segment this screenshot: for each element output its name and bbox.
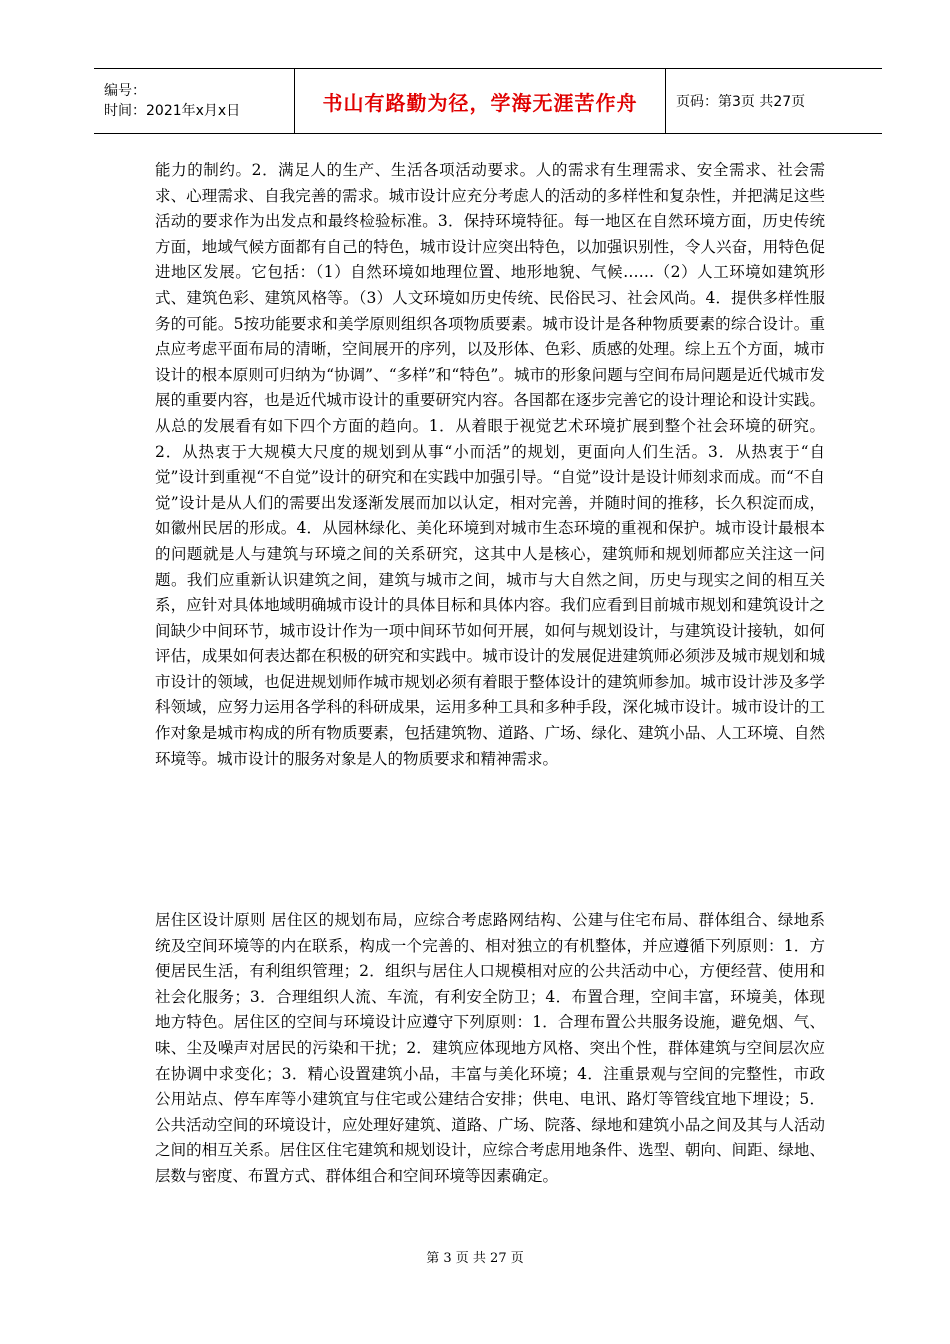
header-motto: 书山有路勤为径，学海无涯苦作舟 <box>322 90 638 115</box>
page-footer: 第 3 页 共 27 页 <box>426 1251 524 1266</box>
page-header <box>94 68 882 134</box>
header-page-cell <box>666 69 882 133</box>
document-number-label: 编号： <box>104 83 146 99</box>
document-time-label: 时间：2021年x月x日 <box>104 103 241 119</box>
body-paragraph-residential-design: 居住区设计原则 居住区的规划布局，应综合考虑路网结构、公建与住宅布局、群体组合、绿地系统及空间环境等的内在联系，构成一个完善的、相对独立的有机整体，并应遵循下列原则：1．方便居民生活，有利组织管理；2．组织与居住人口规模相对应的公共活动中心，方便经营、使用和社会化服务；3．合理组织人流、车流，有利安全防卫；4．布置合理，空间丰富，环境美，体现地方特色。居住区的空间与环境设计应遵守下列原则：1．合理布置公共服务设施，避免烟、气、味、尘及噪声对居民的污染和干扰；2．建筑应体现地方风格、突出个性，群体建筑与空间层次应在协调中求变化；3．精心设置建筑小品，丰富与美化环境；4．注重景观与空间的完整性，市政公用站点、停车库等小建筑宜与住宅或公建结合安排；供电、电讯、路灯等管线宜地下埋设；5．公共活动空间的环境设计，应处理好建筑、道路、广场、院落、绿地和建筑小品之间及其与人活动之间的相互关系。居住区住宅建筑和规划设计，应综合考虑用地条件、选型、朝向、间距、绿地、层数与密度、布置方式、群体组合和空间环境等因素确定。 <box>155 911 825 1185</box>
header-meta <box>94 69 294 133</box>
body-paragraph-urban-design: 能力的制约。2．满足人的生产、生活各项活动要求。人的需求有生理需求、安全需求、社会需求、心理需求、自我完善的需求。城市设计应充分考虑人的活动的多样性和复杂性，并把满足这些活动的要求作为出发点和最终检验标准。3．保持环境特征。每一地区在自然环境方面，历史传统方面，地域气候方面都有自己的特色，城市设计应突出特色，以加强识别性，令人兴奋，用特色促进地区发展。它包括：（1）自然环境如地理位置、地形地貌、气候……（2）人工环境如建筑形式、建筑色彩、建筑风格等。（3）人文环境如历史传统、民俗民习、社会风尚。4．提供多样性服务的可能。5按功能要求和美学原则组织各项物质要素。城市设计是各种物质要素的综合设计。重点应考虑平面布局的清晰，空间展开的序列，以及形体、色彩、质感的处理。综上五个方面，城市设计的根本原则可归纳为“协调”、“多样”和“特色”。城市的形象问题与空间布局问题是近代城市发展的重要内容，也是近代城市设计的重要研究内容。各国都在逐步完善它的设计理论和设计实践。从总的发展看有如下四个方面的趋向。1．从着眼于视觉艺术环境扩展到整个社会环境的研究。2．从热衷于大规模大尺度的规划到从事“小而活”的规划，更面向人们生活。3．从热衷于“自觉”设计到重视“不自觉”设计的研究和在实践中加强引导。“自觉”设计是设计师刻求而成。而“不自觉”设计是从人们的需要出发逐渐发展而加以认定，相对完善，并随时间的推移，长久积淀而成，如徽州民居的形成。4．从园林绿化、美化环境到对城市生态环境的重视和保护。城市设计最根本的问题就是人与建筑与环境之间的关系研究，这其中人是核心，建筑师和规划师都应关注这一问题。我们应重新认识建筑之间，建筑与城市之间，城市与大自然之间，历史与现实之间的相互关系，应针对具体地域明确城市设计的具体目标和具体内容。我们应看到目前城市规划和建筑设计之间缺少中间环节，城市设计作为一项中间环节如何开展，如何与规划设计，与建筑设计接轨，如何评估，成果如何表达都在积极的研究和实践中。城市设计的发展促进建筑师必须涉及城市规划和城市设计的领域，也促进规划师作城市规划必须有着眼于整体设计的建筑师参加。城市设计涉及多学科领域，应努力运用各学科的科研成果，运用多种工具和多种手段，深化城市设计。城市设计的工作对象是城市构成的所有物质要素，包括建筑物、道路、广场、绿化、建筑小品、人工环境、自然环境等。城市设计的服务对象是人的物质要求和精神需求。 <box>155 161 825 768</box>
header-motto-cell <box>294 69 666 133</box>
header-page-number: 页码：第3页 共27页 <box>676 94 806 110</box>
